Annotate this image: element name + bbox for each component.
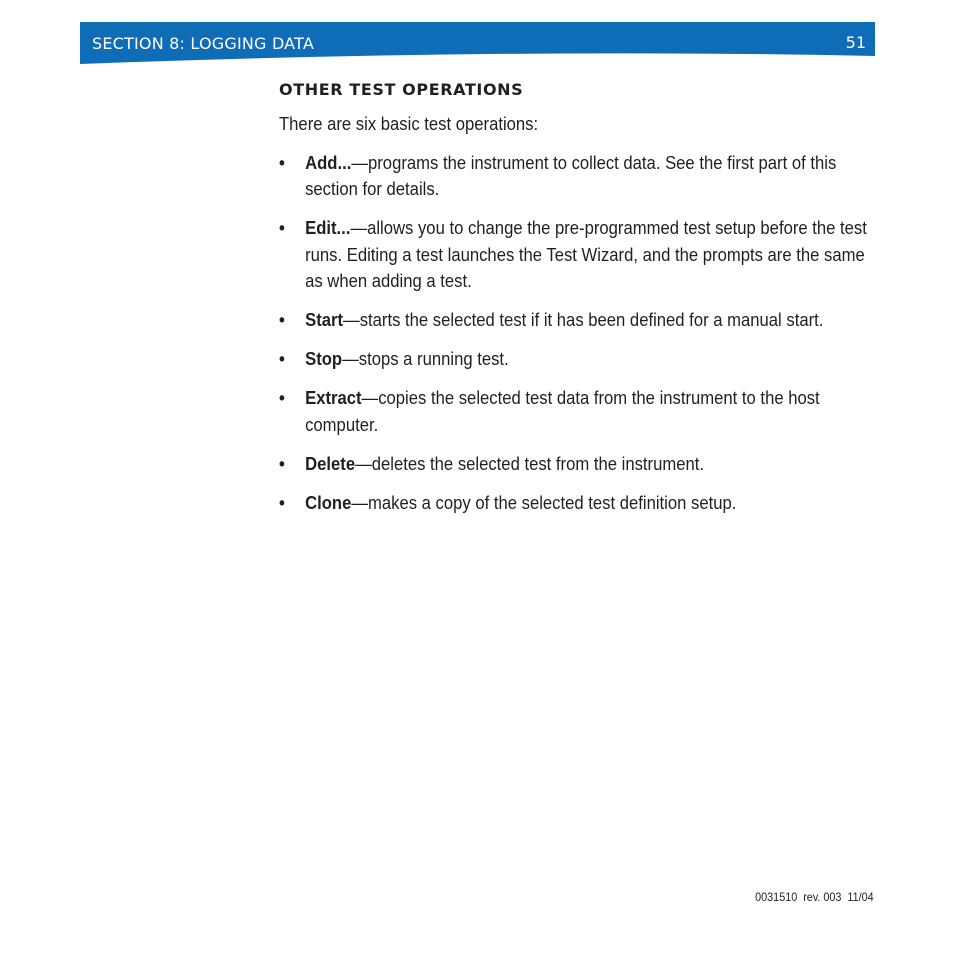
operation-description: —starts the selected test if it has been defined for a manual start. <box>343 309 824 331</box>
section-title: SECTION 8: LOGGING DATA <box>92 34 314 53</box>
operation-description: —copies the selected test data from the instrument to the host computer. <box>305 387 820 435</box>
list-item-start <box>279 307 873 333</box>
section-header-band <box>80 22 875 66</box>
list-item-delete <box>279 451 873 477</box>
bullet: • <box>279 387 285 409</box>
operation-description: —allows you to change the pre-programmed test setup before the test runs. Editing a test launches the Test Wizard, and the prompts are the same as when adding a test. <box>305 217 867 292</box>
operation-description: —deletes the selected test from the instrument. <box>355 452 704 474</box>
bullet: • <box>279 452 285 474</box>
operation-term: Clone <box>305 491 352 513</box>
bullet: • <box>279 491 285 513</box>
operation-description: —programs the instrument to collect data. See the first part of this section for details. <box>305 152 837 200</box>
bullet: • <box>279 348 285 370</box>
operation-term: Stop <box>305 348 343 370</box>
bullet: • <box>279 309 285 331</box>
operation-description: —makes a copy of the selected test definition setup. <box>351 491 737 513</box>
intro-paragraph: There are six basic test operations: <box>279 113 539 134</box>
operation-description: —stops a running test. <box>342 348 509 370</box>
operation-term: Edit... <box>305 217 351 239</box>
bullet: • <box>279 217 285 239</box>
list-item-edit <box>279 215 873 294</box>
operations-list <box>279 150 873 529</box>
operation-term: Extract <box>305 387 362 409</box>
page-number: 51 <box>845 33 866 52</box>
operation-term: Delete <box>305 452 356 474</box>
list-item-clone <box>279 490 873 516</box>
document-revision-footer: 0031510 rev. 003 11/04 <box>755 890 874 904</box>
list-item-extract <box>279 385 873 438</box>
operation-term: Start <box>305 309 344 331</box>
section-heading: OTHER TEST OPERATIONS <box>279 80 524 99</box>
list-item-add <box>279 150 873 203</box>
bullet: • <box>279 152 285 173</box>
list-item-stop <box>279 346 873 372</box>
operation-term: Add... <box>305 152 352 173</box>
